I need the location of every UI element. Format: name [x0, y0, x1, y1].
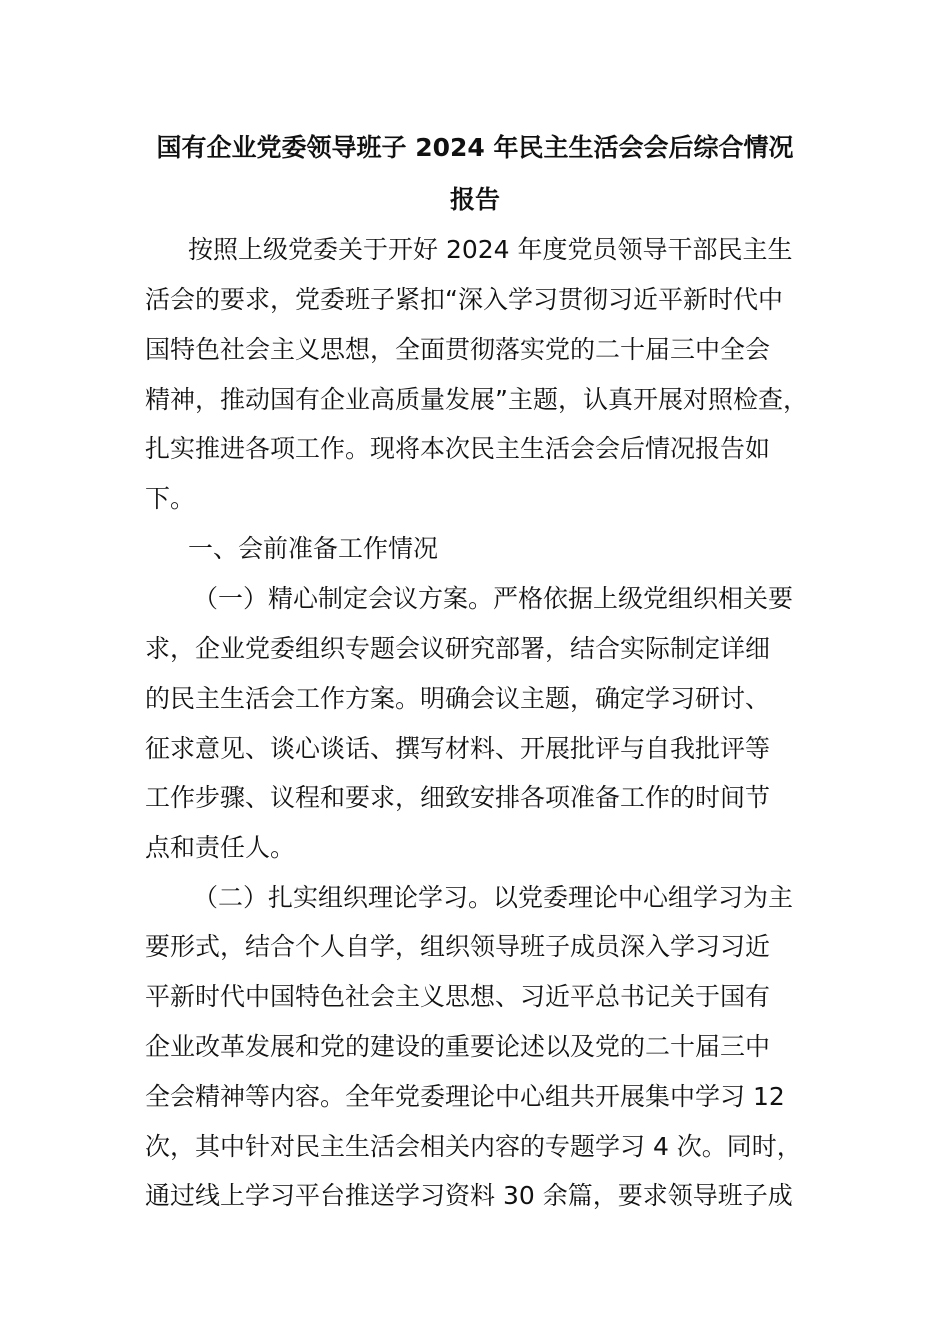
paragraph-2-line-2: 求，企业党委组织专题会议研究部署，结合实际制定详细: [145, 634, 771, 663]
paragraph-3-line-1: （二）扎实组织理论学习。以党委理论中心组学习为主: [193, 883, 794, 912]
paragraph-1-line-4: 精神，推动国有企业高质量发展”主题，认真开展对照检查，: [145, 385, 808, 414]
paragraph-3-line-4: 企业改革发展和党的建设的重要论述以及党的二十届三中: [145, 1032, 771, 1061]
paragraph-3-line-7: 通过线上学习平台推送学习资料 30 余篇，要求领导班子成: [145, 1181, 793, 1210]
paragraph-1-line-2: 活会的要求，党委班子紧扣“深入学习贯彻习近平新时代中: [145, 285, 783, 314]
paragraph-3-line-2: 要形式，结合个人自学，组织领导班子成员深入学习习近: [145, 932, 771, 961]
document-title-line-2: 报告: [449, 185, 500, 214]
paragraph-1-line-6: 下。: [145, 484, 196, 513]
paragraph-2-line-3: 的民主生活会工作方案。明确会议主题，确定学习研讨、: [145, 684, 771, 713]
paragraph-3-line-5: 全会精神等内容。全年党委理论中心组共开展集中学习 12: [145, 1082, 785, 1111]
document-title-line-1: 国有企业党委领导班子 2024 年民主生活会会后综合情况: [156, 133, 794, 162]
section-heading: 一、会前准备工作情况: [188, 534, 439, 563]
paragraph-1-line-3: 国特色社会主义思想，全面贯彻落实党的二十届三中全会: [145, 335, 771, 364]
paragraph-2-line-1: （一）精心制定会议方案。严格依据上级党组织相关要: [193, 584, 794, 613]
paragraph-2-line-6: 点和责任人。: [145, 833, 296, 862]
paragraph-1-line-1: 按照上级党委关于开好 2024 年度党员领导干部民主生: [188, 235, 793, 264]
paragraph-2-line-5: 工作步骤、议程和要求，细致安排各项准备工作的时间节: [145, 783, 771, 812]
paragraph-3-line-3: 平新时代中国特色社会主义思想、习近平总书记关于国有: [145, 982, 771, 1011]
paragraph-2-line-4: 征求意见、谈心谈话、撰写材料、开展批评与自我批评等: [145, 734, 771, 763]
paragraph-1-line-5: 扎实推进各项工作。现将本次民主生活会会后情况报告如: [145, 434, 771, 463]
paragraph-3-line-6: 次，其中针对民主生活会相关内容的专题学习 4 次。同时，: [145, 1132, 802, 1161]
